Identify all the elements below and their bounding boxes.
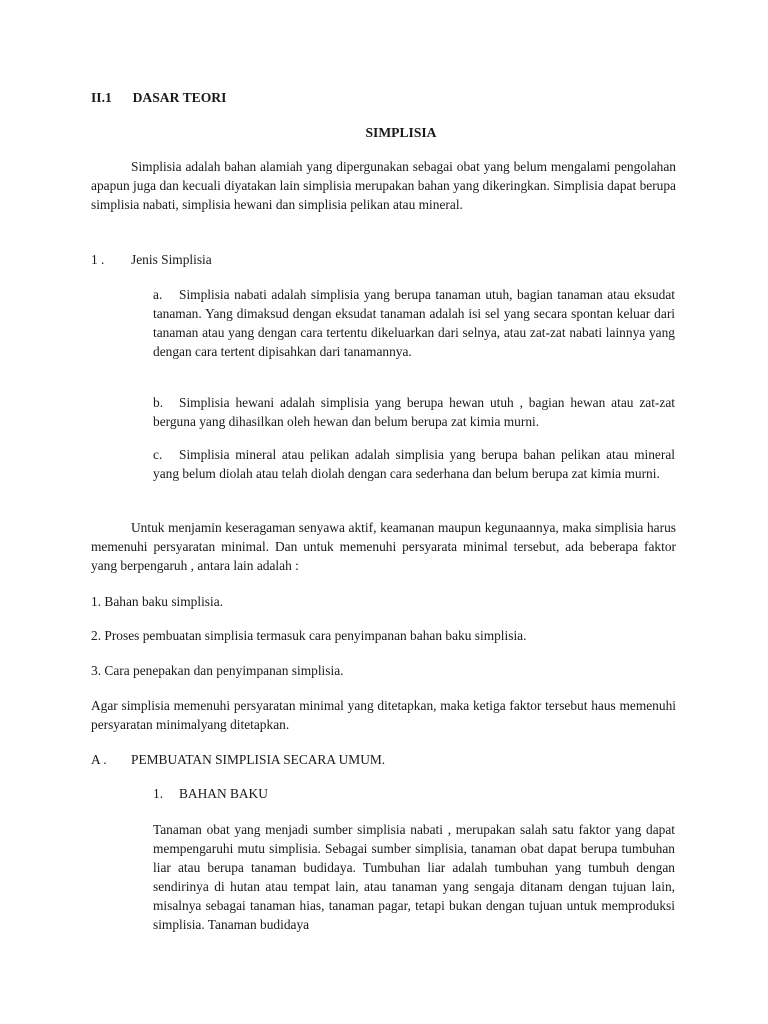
agar-paragraph: Agar simplisia memenuhi persyaratan minimal yang ditetapkan, maka ketiga faktor tersebut haus memenuhi persyaratan minimalyang ditetapkan. bbox=[91, 698, 676, 732]
factor-item: 1. Bahan baku simplisia. bbox=[91, 594, 224, 609]
item-marker: b. bbox=[153, 395, 164, 410]
item-text: Simplisia mineral atau pelikan adalah simplisia yang berupa bahan pelikan atau mineral yang belum diolah atau telah diolah dengan cara sederhana dan belum berupa zat kimia murni. bbox=[153, 447, 675, 481]
bahan-baku-heading bbox=[153, 784, 268, 803]
document-subtitle: SIMPLISIA bbox=[365, 125, 437, 140]
jenis-heading bbox=[91, 250, 212, 269]
section-a-number: A . bbox=[91, 752, 107, 767]
keseragaman-paragraph: Untuk menjamin keseragaman senyawa aktif, keamanan maupun kegunaannya, maka simplisia harus memenuhi persyaratan minimal. Dan untuk memenuhi persyarata minimal tersebut, ada beberapa faktor yang berpengaruh , antara lain adalah : bbox=[91, 520, 676, 573]
section-heading bbox=[91, 88, 226, 107]
jenis-title: Jenis Simplisia bbox=[131, 252, 212, 267]
factor-item: 2. Proses pembuatan simplisia termasuk cara penyimpanan bahan baku simplisia. bbox=[91, 628, 527, 643]
item-marker: a. bbox=[153, 287, 163, 302]
item-text: Simplisia hewani adalah simplisia yang berupa hewan utuh , bagian hewan atau zat-zat berguna yang dihasilkan oleh hewan dan belum berupa zat kimia murni. bbox=[153, 395, 675, 429]
section-a-title: PEMBUATAN SIMPLISIA SECARA UMUM. bbox=[131, 752, 386, 767]
intro-paragraph: Simplisia adalah bahan alamiah yang dipergunakan sebagai obat yang belum mengalami pengolahan apapun juga dan kecuali diyatakan lain simplisia merupakan bahan yang dikeringkan. Simplisia dapat berupa simplisia nabati, simplisia hewani dan simplisia pelikan atau mineral. bbox=[91, 159, 676, 212]
item-marker: c. bbox=[153, 447, 163, 462]
section-a-heading bbox=[91, 750, 385, 769]
jenis-number: 1 . bbox=[91, 252, 105, 267]
section-number: II.1 bbox=[91, 90, 112, 105]
jenis-item-b bbox=[153, 393, 675, 431]
bahan-baku-paragraph: Tanaman obat yang menjadi sumber simplisia nabati , merupakan salah satu faktor yang dapat mempengaruhi mutu simplisia. Sebagai sumber simplisia, tanaman obat dapat berupa tumbuhan liar atau berupa tanaman budidaya. Tumbuhan liar adalah tumbuhan yang tumbuh dengan sendirinya di hutan atau tempat lain, atau tanaman yang sengaja ditanam dengan tujuan lain, misalnya sebagai tanaman hias, tanaman pagar, tetapi bukan dengan tujuan untuk memproduksi simplisia. Tanaman budidaya bbox=[153, 822, 675, 932]
factor-item: 3. Cara penepakan dan penyimpanan simplisia. bbox=[91, 663, 344, 678]
section-title: DASAR TEORI bbox=[132, 90, 227, 105]
jenis-item-c bbox=[153, 445, 675, 483]
bahan-baku-number: 1. bbox=[153, 786, 164, 801]
item-text: Simplisia nabati adalah simplisia yang berupa tanaman utuh, bagian tanaman atau eksudat tanaman. Yang dimaksud dengan eksudat tanaman adalah isi sel yang secara spontan keluar dari tanaman atau yang dengan cara tertentu dikeluarkan dari selnya, atau zat-zat nabati lainnya yang dengan cara tertent dipisahkan dari tanamannya. bbox=[153, 287, 675, 359]
jenis-item-a bbox=[153, 285, 675, 361]
bahan-baku-title: BAHAN BAKU bbox=[179, 786, 268, 801]
